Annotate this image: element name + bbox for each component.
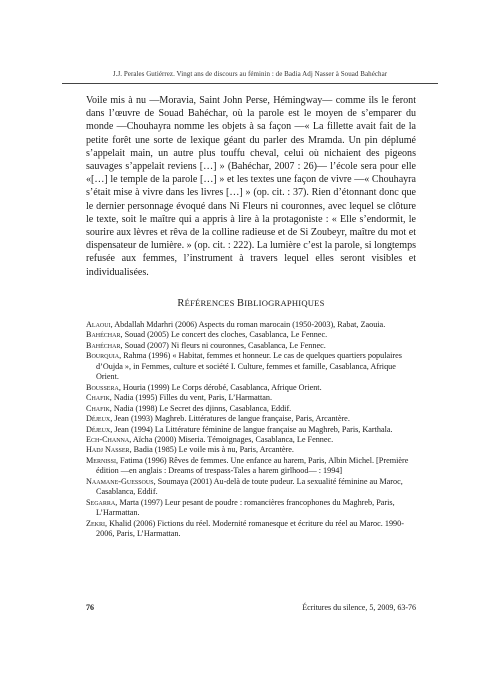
reference-entry [86, 445, 416, 455]
body-text [86, 94, 416, 279]
reference-entry [86, 351, 416, 382]
reference-details: , Jean (1993) Maghreb. Littératures de langue française, Paris, Arcantère. [110, 414, 350, 424]
reference-author: Segarra [86, 497, 116, 507]
reference-details: , Soumaya (2001) Au-delà de toute pudeur. La sexualité féminine au Maroc, Casablanca, Eddif. [96, 476, 403, 497]
reference-entry [86, 404, 416, 414]
heading-initial-1: R [177, 298, 185, 309]
page-number: 76 [86, 603, 94, 612]
reference-details: , Houria (1999) Le Corps dérobé, Casablanca, Afrique Orient. [118, 382, 322, 392]
reference-details: , Nadia (1995) Filles du vent, Paris, L’Harmattan. [109, 393, 273, 403]
reference-details: , Souad (2005) Le concert des cloches, Casablanca, Le Fennec. [120, 330, 328, 340]
reference-author: Boussera [86, 382, 119, 392]
reference-details: , Rahma (1996) « Habitat, femmes et honneur. Le cas de quelques quartiers populaires d’Oujda », in Femmes, culture et société I. Culture, femmes et famille, Casablanca, Afrique Orient. [96, 351, 402, 382]
page-footer [86, 603, 416, 612]
references-list [86, 320, 416, 540]
reference-author: Bahéchar [86, 340, 121, 350]
running-head: J.J. Perales Gutiérrez. Vingt ans de discours au féminin : de Badia Adj Nasser à Souad Bahéchar [112, 70, 388, 78]
reference-author: Naamane-Guessous [86, 476, 154, 486]
reference-entry [86, 425, 416, 435]
reference-entry [86, 435, 416, 445]
reference-author: Bahéchar [86, 330, 121, 340]
reference-author: Bourquia [86, 351, 120, 361]
reference-author: Déjeux [86, 424, 111, 434]
heading-rest-2: IBLIOGRAPHIQUES [244, 298, 325, 308]
reference-details: , Nadia (1998) Le Secret des djinns, Casablanca, Eddif. [109, 403, 292, 413]
reference-author: Chafik [86, 403, 110, 413]
reference-entry [86, 383, 416, 393]
reference-details: , Fatima (1996) Rêves de femmes. Une enfance au harem, Paris, Albin Michel. [Première édition —en anglais : Dreams of trespass-Tales a harem girlhood— : 1994] [96, 455, 409, 476]
body-paragraph: Voile mis à nu —Moravia, Saint John Perse, Hémingway— comme ils le feront dans l’œuvre de Souad Bahéchar, où la parole est le moyen de s’emparer du monde —Chouhayra nomme les objets à sa façon —« La fillette avait fait de la petite forêt une sorte de lexique géant du parler des Mramda. Un pin déplumé s’appelait main, un autre plus touffu cheval, celui où nichaient des pigeons sauvages s’appelait reviens […] » (Bahéchar, 2007 : 26)— l’école sera pour elle «[…] le temple de la parole […] » et les textes une façon de vivre —« Chouhayra s’était mise à vivre dans les livres […] » (op. cit. : 37). Rien d’étonnant donc que le dernier personnage évoqué dans Ni Fleurs ni couronnes, avec lequel se clôture le texte, soit le maître qui a appris à lire à la protagoniste : « Elle s’endormit, le sourire aux lèvres et rêva de la colline radieuse et de Si Zoubeyr, maître du mot et dispensateur de lumière. » (op. cit. : 222). La lumière c’est la parole, si longtemps refusée aux femmes, l’instrument à travers lequel elles seront visibles et individualisées. [86, 95, 416, 278]
reference-author: Alaoui [86, 320, 111, 329]
reference-author: Déjeux [86, 414, 111, 424]
reference-author: Ech-Channa [86, 434, 130, 444]
reference-details: , Souad (2007) Ni fleurs ni couronnes, Casablanca, Le Fennec. [120, 340, 326, 350]
reference-author: Chafik [86, 393, 110, 403]
reference-details: , Jean (1994) La Littérature féminine de langue française au Maghreb, Paris, Karthala. [110, 424, 393, 434]
reference-author: Hadj Nasser [86, 445, 130, 455]
heading-initial-2: B [237, 298, 245, 309]
reference-entry [86, 498, 416, 519]
header-rule [62, 83, 438, 84]
reference-entry [86, 456, 416, 477]
reference-details: , Badia (1985) Le voile mis à nu, Paris, Arcantère. [129, 445, 294, 455]
reference-entry [86, 320, 416, 330]
reference-details: , Abdallah Mdarhri (2006) Aspects du roman marocain (1950-2003), Rabat, Zaouia. [110, 320, 386, 329]
journal-citation: Écritures du silence, 5, 2009, 63-76 [302, 603, 416, 612]
reference-author: Zekri [86, 518, 105, 528]
reference-entry [86, 330, 416, 340]
reference-author: Mernissi [86, 455, 116, 465]
references-heading [86, 298, 416, 309]
reference-entry [86, 519, 416, 540]
reference-entry [86, 477, 416, 498]
reference-entry [86, 341, 416, 351]
reference-entry [86, 393, 416, 403]
reference-details: , Khalid (2006) Fictions du réel. Modernité romanesque et écriture du réel au Maroc. 1990-2006, Paris, L’Harmattan. [96, 518, 404, 539]
reference-entry [86, 414, 416, 424]
heading-rest-1: ÉFÉRENCES [184, 298, 235, 308]
reference-details: , Marta (1997) Leur pesant de poudre : romancières francophones du Maghreb, Paris, L’Harmattan. [96, 497, 395, 518]
reference-details: , Aïcha (2000) Miseria. Témoignages, Casablanca, Le Fennec. [129, 434, 334, 444]
